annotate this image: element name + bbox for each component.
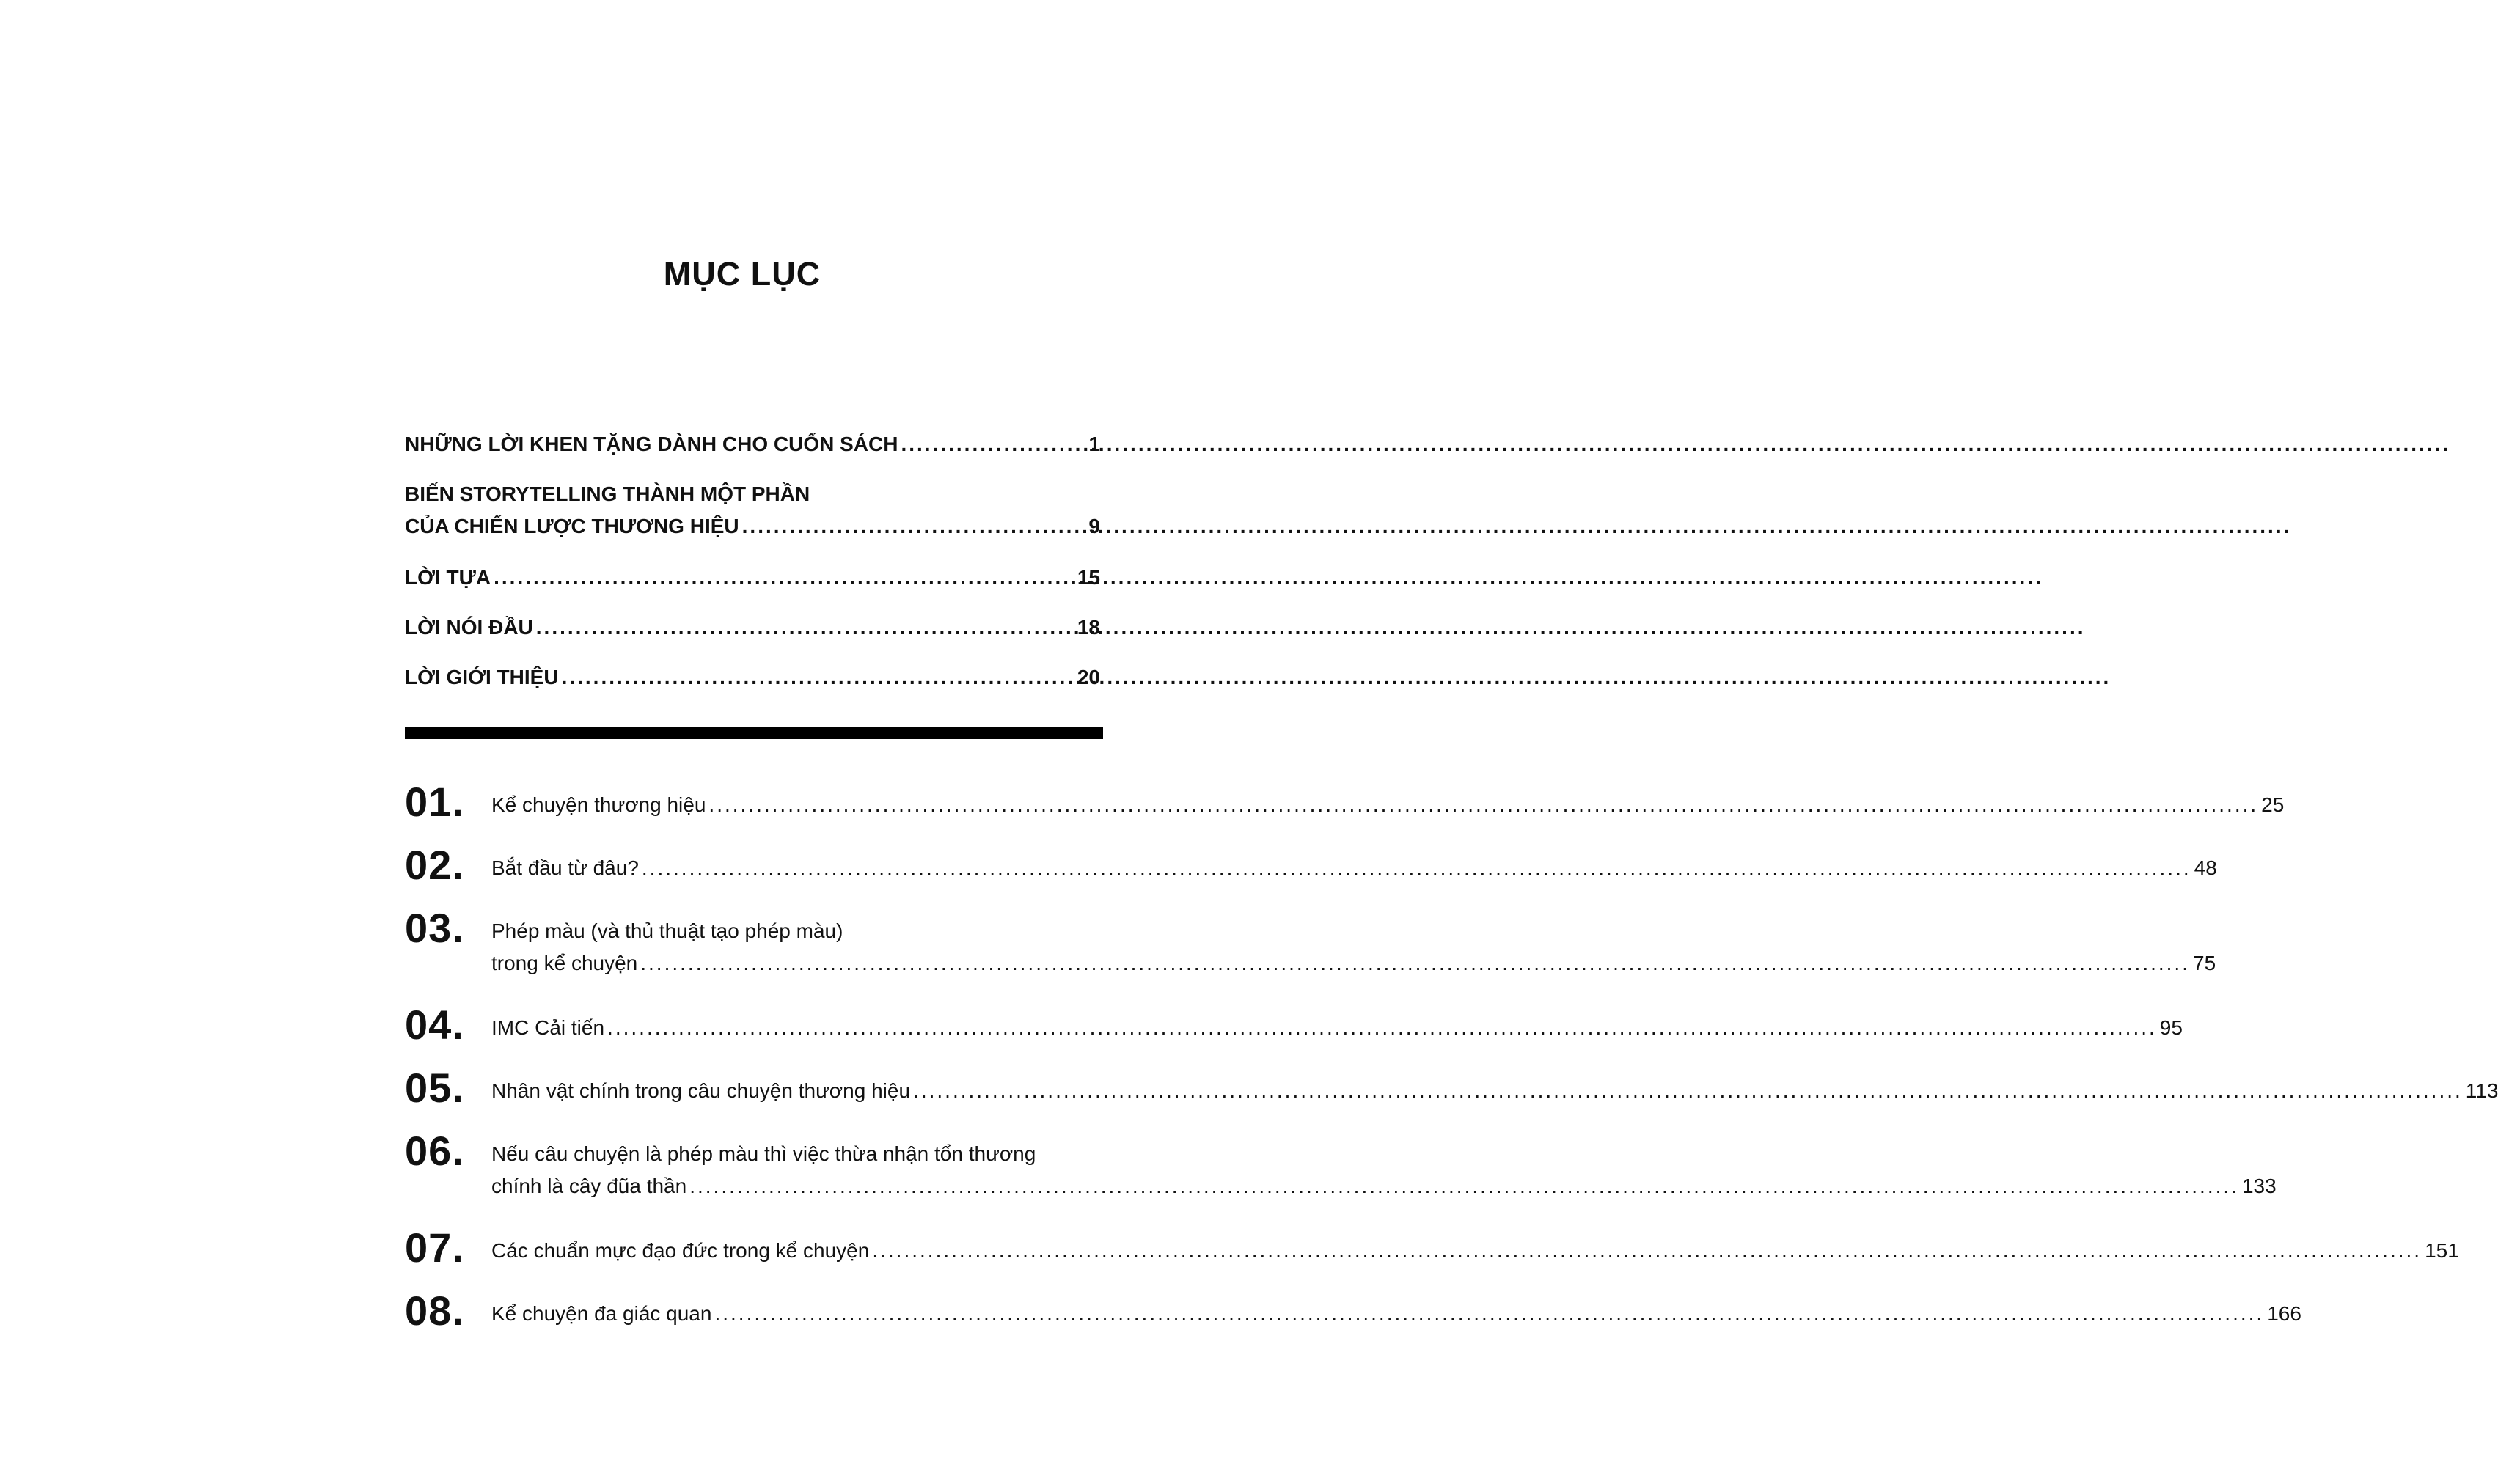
chapter-page: 25 bbox=[2261, 793, 2285, 816]
dot-leader bbox=[607, 1012, 2157, 1044]
chapter-title: chính là cây đũa thần bbox=[491, 1175, 687, 1197]
dot-leader bbox=[708, 789, 2258, 821]
chapter-title: trong kể chuyện bbox=[491, 952, 638, 974]
chapter-title: IMC Cải tiến bbox=[491, 1016, 605, 1039]
toc-entry[interactable] bbox=[405, 611, 1100, 644]
chapter-entry[interactable] bbox=[405, 842, 2217, 888]
chapter-number: 08. bbox=[405, 1288, 464, 1334]
toc-entry-page: 9 bbox=[1088, 515, 1100, 537]
toc-entry-label-line1: BIẾN STORYTELLING THÀNH MỘT PHẦN bbox=[405, 482, 810, 505]
toc-entry-label: LỜI GIỚI THIỆU bbox=[405, 666, 559, 688]
toc-entry-page: 18 bbox=[1077, 616, 1100, 639]
toc-entry[interactable] bbox=[405, 661, 1100, 694]
chapter-entry[interactable] bbox=[405, 1288, 2301, 1334]
chapter-number: 01. bbox=[405, 779, 464, 825]
chapter-entry[interactable] bbox=[405, 1065, 2498, 1111]
chapter-entry[interactable] bbox=[405, 1224, 2459, 1271]
dot-leader bbox=[536, 611, 1074, 644]
chapter-number: 07. bbox=[405, 1224, 464, 1271]
toc-entry[interactable] bbox=[405, 428, 1100, 460]
toc-entry-label: NHỮNG LỜI KHEN TẶNG DÀNH CHO CUỐN SÁCH bbox=[405, 433, 898, 455]
dot-leader bbox=[913, 1075, 2463, 1107]
chapter-page: 75 bbox=[2193, 952, 2216, 974]
toc-entry[interactable] bbox=[405, 562, 1100, 594]
dot-leader bbox=[901, 428, 1085, 460]
chapter-title: Kể chuyện đa giác quan bbox=[491, 1302, 712, 1325]
toc-entry-page: 1 bbox=[1088, 433, 1100, 455]
toc-entry[interactable] bbox=[405, 478, 1100, 543]
chapter-entry[interactable] bbox=[405, 779, 2285, 825]
chapter-page: 113 bbox=[2465, 1079, 2498, 1102]
toc-entry-page: 20 bbox=[1077, 666, 1100, 688]
chapter-entry[interactable] bbox=[405, 905, 2216, 980]
chapter-number: 02. bbox=[405, 842, 464, 888]
chapter-title-line1: Nếu câu chuyện là phép màu thì việc thừa nhận tổn thương bbox=[491, 1142, 1036, 1165]
chapter-number: 04. bbox=[405, 1002, 464, 1048]
dot-leader bbox=[714, 1298, 2264, 1330]
chapter-title: Kể chuyện thương hiệu bbox=[491, 793, 706, 816]
chapter-page: 166 bbox=[2267, 1302, 2301, 1325]
section-divider bbox=[405, 727, 1103, 739]
page-title: MỤC LỤC bbox=[663, 255, 821, 293]
chapter-entry[interactable] bbox=[405, 1128, 2277, 1202]
chapter-page: 48 bbox=[2194, 856, 2217, 879]
chapter-number: 06. bbox=[405, 1128, 464, 1174]
chapter-page: 151 bbox=[2425, 1239, 2459, 1262]
dot-leader bbox=[640, 947, 2190, 980]
toc-entry-page: 15 bbox=[1077, 566, 1100, 589]
chapter-title: Nhân vật chính trong câu chuyện thương hiệu bbox=[491, 1079, 911, 1102]
toc-entry-label: LỜI TỰA bbox=[405, 566, 491, 589]
chapter-page: 95 bbox=[2159, 1016, 2183, 1039]
chapter-entry[interactable] bbox=[405, 1002, 2183, 1048]
chapter-title: Các chuẩn mực đạo đức trong kể chuyện bbox=[491, 1239, 870, 1262]
chapter-title-line1: Phép màu (và thủ thuật tạo phép màu) bbox=[491, 919, 843, 942]
dot-leader bbox=[494, 562, 1074, 594]
dot-leader bbox=[689, 1170, 2239, 1202]
dot-leader bbox=[742, 510, 1086, 543]
toc-entry-label: CỦA CHIẾN LƯỢC THƯƠNG HIỆU bbox=[405, 515, 739, 537]
dot-leader bbox=[562, 661, 1074, 694]
dot-leader bbox=[642, 852, 2191, 884]
chapter-page: 133 bbox=[2241, 1175, 2277, 1197]
dot-leader bbox=[872, 1235, 2422, 1267]
chapter-number: 03. bbox=[405, 905, 464, 951]
toc-entry-label: LỜI NÓI ĐẦU bbox=[405, 616, 533, 639]
chapter-title: Bắt đầu từ đâu? bbox=[491, 856, 639, 879]
chapter-number: 05. bbox=[405, 1065, 464, 1111]
